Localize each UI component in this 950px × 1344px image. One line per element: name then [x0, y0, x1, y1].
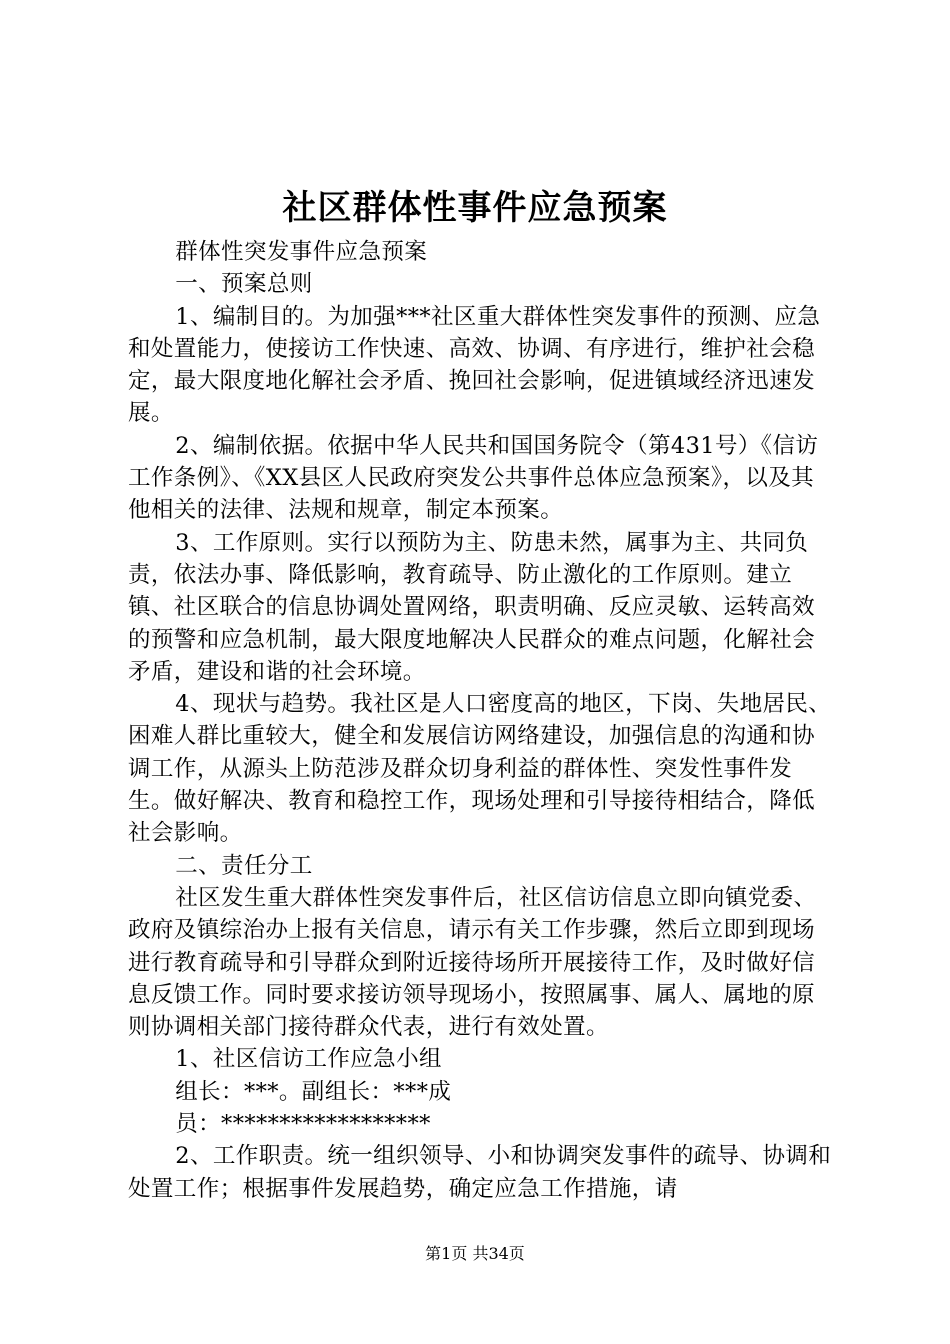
paragraph-purpose: 1、编制目的。为加强***社区重大群体性突发事件的预测、应急和处置能力，使接访工作快速、高效、协调、有序进行，维护社会稳定，最大限度地化解社会矛盾、挽回社会影响，促进镇域经济迅速发展。 [128, 303, 821, 427]
paragraph-group-leaders: 组长：***。副组长：***成 [175, 1078, 452, 1105]
paragraph-status-trend: 4、现状与趋势。我社区是人口密度高的地区，下岗、失地居民、困难人群比重较大，健全和发展信访网络建设，加强信息的沟通和协调工作，从源头上防范涉及群众切身利益的群体性、突发性事件发生。做好解决、教育和稳控工作，现场处理和引导接待相结合，降低社会影响。 [128, 691, 832, 847]
paragraph-principles: 3、工作原则。实行以预防为主、防患未然，属事为主、共同负责，依法办事、降低影响，教育疏导、防止激化的工作原则。建立镇、社区联合的信息协调处置网络，职责明确、反应灵敏、运转高效的预警和应急机制，最大限度地解决人民群众的难点问题，化解社会矛盾，建设和谐的社会环境。 [128, 529, 816, 685]
page-footer: 第1页 共34页 [425, 1244, 525, 1263]
document-title: 社区群体性事件应急预案 [282, 188, 668, 228]
paragraph-emergency-group: 1、社区信访工作应急小组 [175, 1046, 442, 1073]
section-heading-general: 一、预案总则 [175, 271, 313, 298]
document-body [128, 236, 836, 1205]
paragraph-group-members: 员：****************** [175, 1111, 431, 1138]
paragraph-duties: 2、工作职责。统一组织领导、小和协调突发事件的疏导、协调和处置工作；根据事件发展趋势，确定应急工作措施，请 [128, 1143, 832, 1202]
section-heading-responsibility: 二、责任分工 [175, 852, 313, 879]
paragraph-basis: 2、编制依据。依据中华人民共和国国务院令（第431号）《信访工作条例》、《XX县区人民政府突发公共事件总体应急预案》，以及其他相关的法律、法规和规章，制定本预案。 [128, 432, 819, 524]
paragraph-subtitle: 群体性突发事件应急预案 [175, 239, 428, 265]
paragraph-responsibility: 社区发生重大群体性突发事件后，社区信访信息立即向镇党委、政府及镇综治办上报有关信息，请示有关工作步骤，然后立即到现场进行教育疏导和引导群众到附近接待场所开展接待工作，及时做好信息反馈工作。同时要求接访领导现场小，按照属事、属人、属地的原则协调相关部门接待群众代表，进行有效处置。 [128, 884, 817, 1041]
